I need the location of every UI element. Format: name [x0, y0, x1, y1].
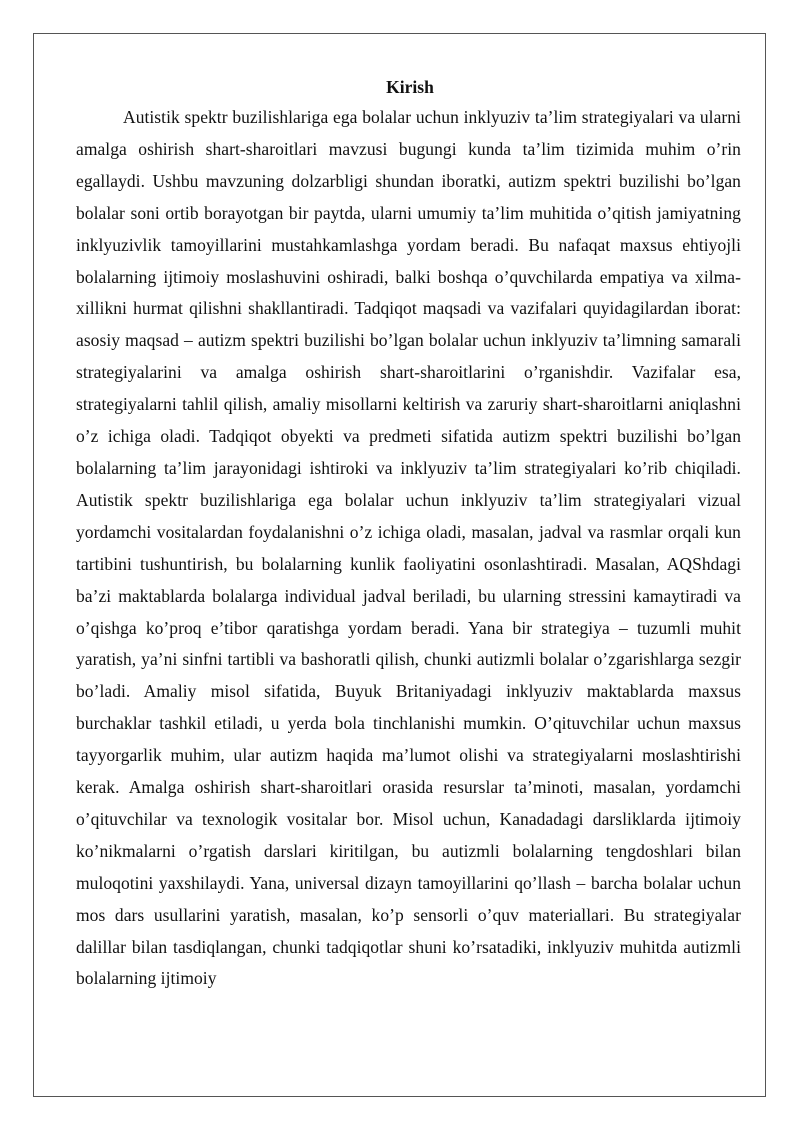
- body-paragraph: Autistik spektr buzilishlariga ega bolalar uchun inklyuziv ta’lim strategiyalari va ularni amalga oshirish shart-sharoitlari mavzusi bugungi kunda ta’lim tizimida muhim o’rin egallaydi. Ushbu mavzuning dolzarbligi shundan iboratki, autizm spektri buzilishi bo’lgan bolalar soni ortib borayotgan bir paytda, ularni umumiy ta’lim muhitida o’qitish jamiyatning inklyuzivlik tamoyillarini mustahkamlashga yordam beradi. Bu nafaqat maxsus ehtiyojli bolalarning ijtimoiy moslashuvini oshiradi, balki boshqa o’quvchilarda empatiya va xilma-xillikni hurmat qilishni shakllantiradi. Tadqiqot maqsadi va vazifalari quyidagilardan iborat: asosiy maqsad – autizm spektri buzilishi bo’lgan bolalar uchun inklyuziv ta’limning samarali strategiyalarini va amalga oshirish shart-sharoitlarini o’rganishdir. Vazifalar esa, strategiyalarni tahlil qilish, amaliy misollarni keltirish va zaruriy shart-sharoitlarni aniqlashni o’z ichiga oladi. Tadqiqot obyekti va predmeti sifatida autizm spektri buzilishi bo’lgan bolalarning ta’lim jarayonidagi ishtiroki va inklyuziv ta’lim strategiyalari ko’rib chiqiladi. Autistik spektr buzilishlariga ega bolalar uchun inklyuziv ta’lim strategiyalari vizual yordamchi vositalardan foydalanishni o’z ichiga oladi, masalan, jadval va rasmlar orqali kun tartibini tushuntirish, bu bolalarning kunlik faoliyatini osonlashtiradi. Masalan, AQShdagi ba’zi maktablarda bolalarga individual jadval beriladi, bu ularning stressini kamaytiradi va o’qishga ko’proq e’tibor qaratishga yordam beradi. Yana bir strategiya – tuzumli muhit yaratish, ya’ni sinfni tartibli va bashoratli qilish, chunki autizmli bolalar o’zgarishlarga sezgir bo’ladi. Amaliy misol sifatida, Buyuk Britaniyadagi inklyuziv maktablarda maxsus burchaklar tashkil etiladi, u yerda bola tinchlanishi mumkin. O’qituvchilar uchun maxsus tayyorgarlik muhim, ular autizm haqida ma’lumot olishi va strategiyalarni moslashtirishi kerak. Amalga oshirish shart-sharoitlari orasida resurslar ta’minoti, masalan, yordamchi o’qituvchilar va texnologik vositalar bor. Misol uchun, Kanadadagi darsliklarda ijtimoiy ko’nikmalarni o’rgatish darslari kiritilgan, bu autizmli bolalarning tengdoshlari bilan muloqotini yaxshilaydi. Yana, universal dizayn tamoyillarini qo’llash – barcha bolalar uchun mos dars usullarini yaratish, masalan, ko’p sensorli o’quv materiallari. Bu strategiyalar dalillar bilan tasdiqlangan, chunki tadqiqotlar shuni ko’rsatadiki, inklyuziv muhitda autizmli bolalarning ijtimoiy: [76, 107, 741, 989]
- page-content: [76, 73, 741, 995]
- page-title: Kirish: [386, 77, 434, 97]
